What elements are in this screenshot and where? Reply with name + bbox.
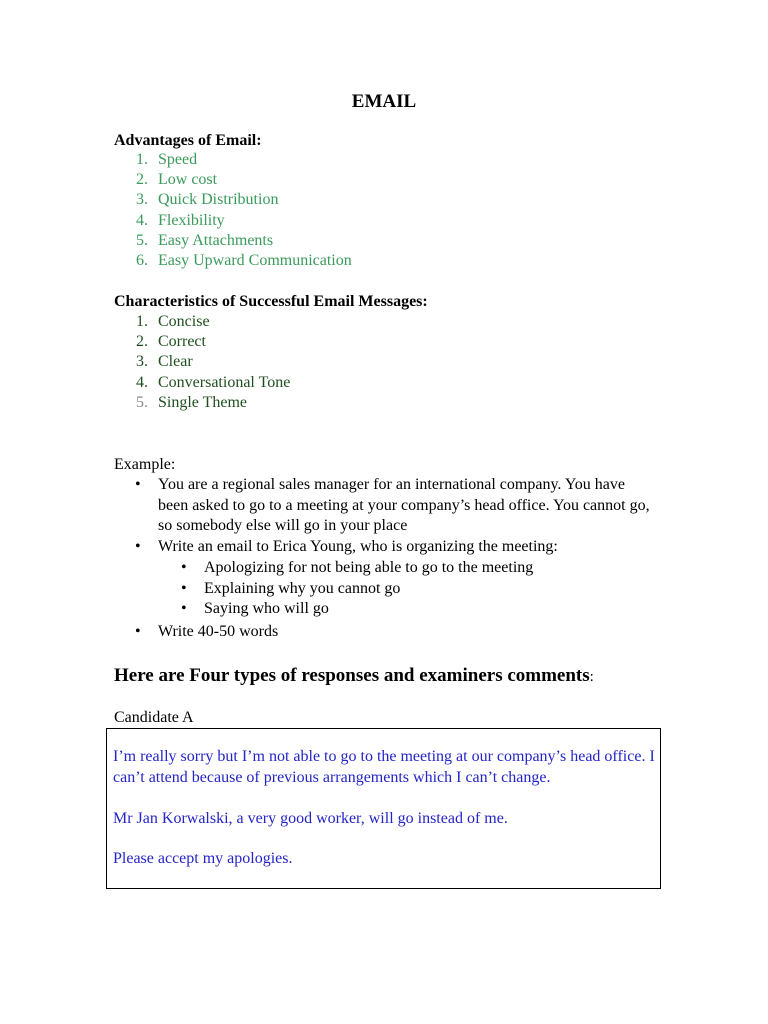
example-bullets	[0, 475, 658, 557]
list-text: Quick Distribution	[158, 191, 279, 209]
list-text: Single Theme	[158, 393, 248, 411]
list-number: 1.	[136, 313, 148, 330]
bullet-icon: •	[135, 623, 141, 640]
word-count-instruction: Write 40-50 words	[158, 623, 279, 640]
task-instruction: Write an email to Erica Young, who is organizing the meeting:	[158, 537, 558, 555]
example-label: Example:	[114, 456, 176, 473]
bullet-icon: •	[181, 600, 187, 617]
responses-heading	[114, 665, 594, 688]
list-text: Concise	[158, 313, 210, 330]
list-number: 6.	[136, 251, 148, 269]
list-number: 5.	[136, 393, 148, 411]
list-number: 3.	[136, 353, 148, 371]
list-number: 2.	[136, 171, 148, 189]
list-text: Conversational Tone	[158, 373, 291, 391]
sub-point: Saying who will go	[204, 600, 329, 617]
example-word-count-bullet	[0, 622, 658, 643]
response-paragraph: Mr Jan Korwalski, a very good worker, will go instead of me.	[113, 810, 508, 827]
list-item	[0, 579, 704, 600]
list-number: 2.	[136, 333, 148, 351]
bullet-icon: •	[135, 476, 141, 493]
list-number: 5.	[136, 231, 148, 249]
list-text: Flexibility	[158, 211, 225, 229]
responses-heading-text: Here are Four types of responses and examiners comments	[114, 665, 590, 686]
list-text: Correct	[158, 333, 206, 351]
bullet-icon: •	[181, 559, 187, 576]
response-paragraph: Please accept my apologies.	[113, 850, 293, 867]
responses-heading-colon: :	[589, 669, 594, 685]
list-item	[0, 537, 658, 558]
list-number: 1.	[136, 151, 148, 168]
example-sub-bullets	[0, 558, 704, 620]
sub-point: Apologizing for not being able to go to the meeting	[204, 559, 534, 576]
advantages-heading: Advantages of Email:	[114, 132, 262, 149]
list-text: Easy Upward Communication	[158, 251, 352, 269]
list-text: Easy Attachments	[158, 231, 274, 249]
list-item	[0, 475, 658, 537]
list-number: 4.	[136, 373, 148, 391]
bullet-icon: •	[181, 579, 187, 597]
candidate-label: Candidate A	[114, 709, 194, 726]
list-number: 4.	[136, 211, 148, 229]
task-description: You are a regional sales manager for an international company. You have been asked to go to a meeting at your company’s head office. You cannot go, so somebody else will go in your place	[158, 476, 650, 534]
list-text: Clear	[158, 353, 193, 371]
list-item	[0, 622, 658, 643]
list-text: Low cost	[158, 171, 218, 189]
characteristics-heading: Characteristics of Successful Email Messages:	[114, 293, 428, 310]
sub-point: Explaining why you cannot go	[204, 579, 401, 597]
page-title: EMAIL	[351, 91, 417, 112]
list-item	[0, 599, 704, 620]
list-text: Speed	[158, 151, 198, 168]
list-number: 3.	[136, 191, 148, 209]
response-paragraph: I’m really sorry but I’m not able to go to the meeting at our company’s head office. I can’t attend because of previous arrangements which I can’t change.	[113, 748, 655, 786]
bullet-icon: •	[135, 537, 141, 555]
list-item	[0, 558, 704, 579]
